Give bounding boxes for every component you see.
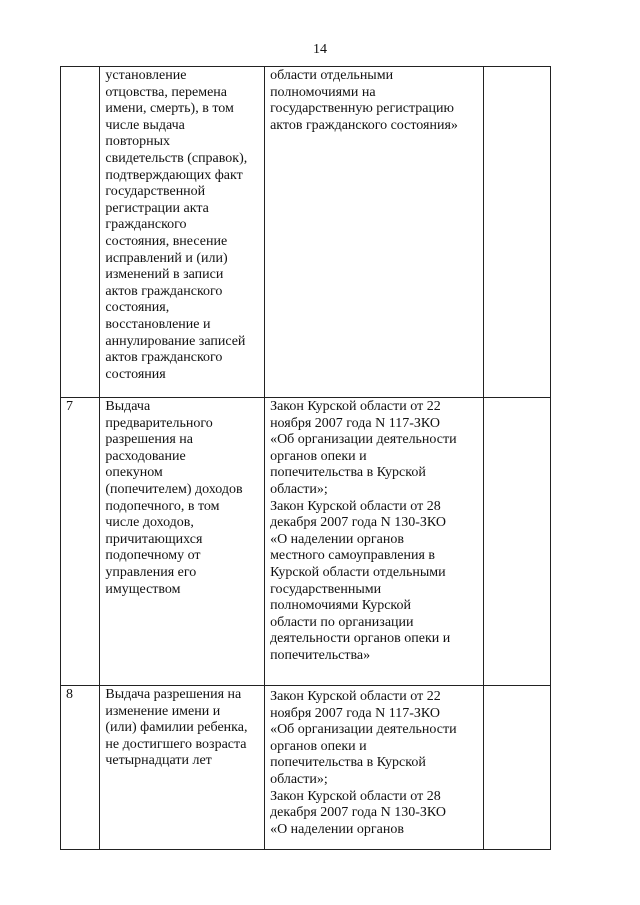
table-row — [61, 398, 551, 686]
row-number-cell: 7 — [61, 398, 100, 686]
table-row — [61, 686, 551, 850]
service-name-cell — [100, 686, 265, 850]
cell-line: области отдельными — [270, 68, 394, 83]
legal-basis-cell — [265, 67, 484, 398]
cell-line: исправлений и (или) — [105, 250, 228, 266]
cell-line: Выдача — [105, 399, 151, 414]
cell-line: «О наделении органов — [270, 531, 404, 547]
cell-line: изменений в записи — [105, 267, 224, 283]
cell-line: числе выдача — [105, 117, 185, 133]
cell-line: актов гражданского — [105, 283, 223, 299]
cell-line: ноября 2007 года N 117-ЗКО — [270, 705, 440, 721]
cell-line: Выдача разрешения на — [105, 687, 242, 702]
cell-line: Закон Курской области от 28 — [270, 788, 441, 804]
page-number: 14 — [313, 42, 327, 57]
cell-line: подтверждающих факт — [105, 167, 243, 183]
cell-line: подопечному от — [105, 548, 201, 564]
cell-line: изменение имени и — [105, 703, 221, 719]
cell-line: полномочиями на — [270, 84, 376, 100]
cell-line: попечительства в Курской — [270, 465, 426, 481]
cell-line: области»; — [270, 481, 328, 497]
cell-line: «Об организации деятельности — [270, 722, 457, 738]
cell-line: «Об организации деятельности — [270, 432, 457, 448]
extra-cell — [484, 67, 551, 398]
cell-line: «О наделении органов — [270, 821, 404, 837]
cell-line: актов гражданского состояния» — [270, 117, 458, 133]
row-number-cell: 8 — [61, 686, 100, 850]
cell-line: государственными — [270, 581, 382, 597]
cell-line: государственной — [105, 184, 206, 200]
cell-line: области»; — [270, 771, 328, 787]
cell-line: отцовства, перемена — [105, 84, 228, 100]
cell-line: установление — [105, 68, 187, 83]
cell-line: имуществом — [105, 581, 181, 597]
cell-line: полномочиями Курской — [270, 598, 411, 614]
cell-line: не достигшего возраста — [105, 736, 247, 752]
legal-basis-cell — [265, 686, 484, 850]
cell-line: деятельности органов опеки и — [270, 631, 451, 647]
cell-line: Курской области отдельными — [270, 564, 446, 580]
cell-line: декабря 2007 года N 130-ЗКО — [270, 805, 446, 821]
cell-line: регистрации акта — [105, 200, 209, 216]
cell-line: повторных — [105, 134, 170, 150]
services-table — [60, 66, 551, 850]
cell-line: гражданского — [105, 217, 187, 233]
service-name-cell — [100, 67, 265, 398]
cell-line: органов опеки и — [270, 448, 367, 464]
legal-basis-cell — [265, 398, 484, 686]
extra-cell — [484, 398, 551, 686]
cell-line: органов опеки и — [270, 738, 367, 754]
cell-line: причитающихся — [105, 531, 203, 547]
cell-line: (попечителем) доходов — [105, 481, 243, 497]
cell-line: состояния — [105, 366, 166, 382]
cell-line: разрешения на — [105, 432, 193, 448]
cell-line: (или) фамилии ребенка, — [105, 720, 248, 736]
cell-line: декабря 2007 года N 130-ЗКО — [270, 515, 446, 531]
cell-line: опекуном — [105, 465, 163, 481]
cell-line: Закон Курской области от 22 — [270, 399, 441, 414]
service-name-cell — [100, 398, 265, 686]
table-row — [61, 67, 551, 398]
cell-line: расходование — [105, 448, 186, 464]
cell-line: попечительства в Курской — [270, 755, 426, 771]
cell-line: управления его — [105, 564, 197, 580]
cell-line: области по организации — [270, 614, 414, 630]
cell-line: числе доходов, — [105, 515, 194, 531]
cell-line: аннулирование записей — [105, 333, 246, 349]
cell-line: предварительного — [105, 415, 213, 431]
cell-line: восстановление и — [105, 316, 211, 332]
cell-line: местного самоуправления в — [270, 548, 435, 564]
row-number-cell — [61, 67, 100, 398]
cell-line: Закон Курской области от 22 — [270, 689, 441, 704]
cell-line: свидетельств (справок), — [105, 150, 248, 166]
cell-line: состояния, внесение — [105, 233, 228, 249]
cell-line: актов гражданского — [105, 350, 223, 366]
cell-line: ноября 2007 года N 117-ЗКО — [270, 415, 440, 431]
cell-line: попечительства» — [270, 647, 371, 663]
cell-line: подопечного, в том — [105, 498, 220, 514]
cell-line: состояния, — [105, 300, 170, 316]
cell-line: четырнадцати лет — [105, 753, 212, 769]
cell-line: имени, смерть), в том — [105, 101, 234, 117]
extra-cell — [484, 686, 551, 850]
cell-line: государственную регистрацию — [270, 101, 454, 117]
cell-line: Закон Курской области от 28 — [270, 498, 441, 514]
